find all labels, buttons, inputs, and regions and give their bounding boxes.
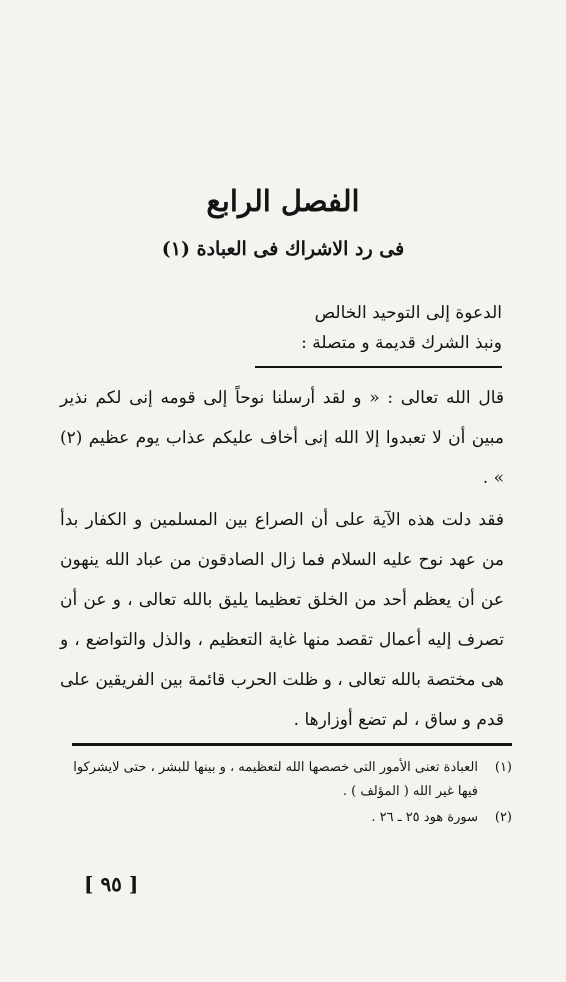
footnote-1: [72, 756, 512, 804]
footnote-text: العبادة تعنى الأمور التى خصصها الله لتعظيمه ، و بينها للبشر ، حتى لايشركوا فيها غير الله ( المؤلف ) .: [73, 760, 478, 799]
chapter-subtitle: فى رد الاشراك فى العبادة (١): [161, 238, 405, 260]
section-heading-underline: [255, 366, 502, 368]
footnote-separator: [72, 743, 512, 746]
section-heading-line-2: ونبذ الشرك قديمة و متصلة :: [301, 333, 502, 353]
body-paragraph-1: قال الله تعالى : « و لقد أرسلنا نوحاً إلى قومه إنى لكم نذير مبين أن لا تعبدوا إلا الله إنى أخاف عليكم عذاب يوم عظيم (٢) » .: [60, 388, 504, 488]
footnote-number: (١): [494, 760, 512, 775]
footnote-number: (٢): [494, 810, 512, 825]
footnotes: [72, 756, 512, 832]
footnote-2: [72, 806, 512, 830]
footnote-text: سورة هود ٢٥ ـ ٢٦ .: [371, 810, 478, 825]
page-number: [ ٩٥ ]: [84, 872, 139, 896]
section-heading-line-1: الدعوة إلى التوحيد الخالص: [314, 303, 502, 323]
chapter-title: الفصل الرابع: [206, 184, 360, 218]
section-heading: [42, 298, 502, 358]
body-paragraph-2: فقد دلت هذه الآية على أن الصراع بين المسلمين و الكفار بدأ من عهد نوح عليه السلام فما زال الصادقون من عباد الله ينهون عن أن يعظم أحد من الخلق تعظيما يليق بالله تعالى ، و عن أن تصرف إليه أعمال تقصد منها غاية التعظيم ، والذل والتواضع ، و هى مختصة بالله تعالى ، و ظلت الحرب قائمة بين الفريقين على قدم و ساق ، لم تضع أوزارها .: [60, 510, 504, 730]
